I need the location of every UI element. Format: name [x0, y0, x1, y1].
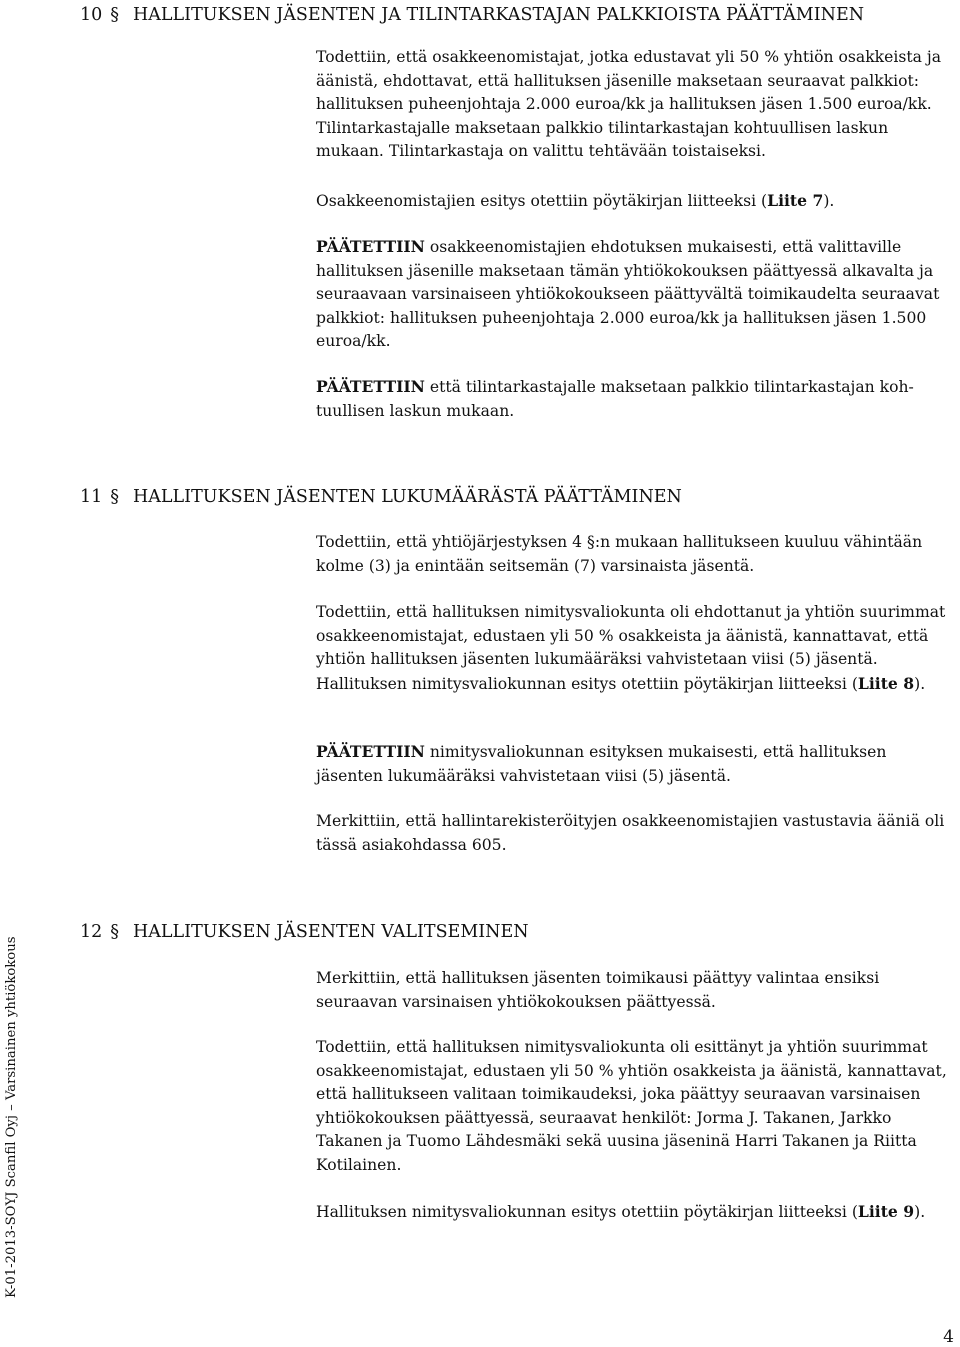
decision-keyword: PÄÄTETTIIN — [316, 237, 425, 256]
section-number: 10 — [80, 5, 103, 25]
document-side-label — [0, 930, 24, 1300]
section-title: HALLITUKSEN JÄSENTEN JA TILINTARKASTAJAN PALKKIOISTA PÄÄTTÄMINEN — [133, 5, 865, 25]
section-number: 11 — [80, 487, 103, 507]
paragraph-text: osakkeenomistajien ehdotuksen mukaisesti, että valittaville hallituksen jäsenille maksetaan tämän yhtiökokouksen päättyessä alkavalta ja seuraavaan varsinaiseen yhtiökokoukseen päättyvältä toimikaudelta seuraavat palkkiot: hallituksen puheenjohtaja 2.000 euroa/kk ja hallituksen jäsen 1.500 euroa/kk. — [316, 238, 940, 350]
paragraph-text-end: ). — [914, 1203, 926, 1221]
paragraph-text-end: ). — [823, 192, 835, 210]
document-code: K-01-2013-SOYJ Scanfil Oyj – Varsinainen yhtiökokous — [4, 936, 19, 1298]
decision-keyword: PÄÄTETTIIN — [316, 377, 425, 396]
section-sign: § — [110, 487, 120, 507]
section-10-paragraph-4 — [316, 375, 956, 423]
paragraph-text: Merkittiin, että hallituksen jäsenten toimikausi päättyy valintaa ensiksi seuraavan varsinaisen yhtiökokouksen päättyessä. — [316, 969, 880, 1011]
section-12-paragraph-1 — [316, 967, 956, 1014]
paragraph-text: Hallituksen nimitysvaliokunnan esitys otettiin pöytäkirjan liitteeksi ( — [316, 1203, 858, 1221]
paragraph-text: Osakkeenomistajien esitys otettiin pöytäkirjan liitteeksi ( — [316, 192, 768, 210]
paragraph-text: että tilintarkastajalle maksetaan palkkio tilintarkastajan koh-tuullisen laskun mukaan. — [316, 378, 914, 420]
paragraph-text-end: ). — [914, 674, 926, 693]
section-title: HALLITUKSEN JÄSENTEN VALITSEMINEN — [133, 922, 529, 942]
section-sign: § — [110, 922, 120, 942]
attachment-reference: Liite 7 — [767, 191, 824, 210]
decision-keyword: PÄÄTETTIIN — [316, 742, 425, 761]
section-10-heading — [80, 4, 864, 26]
section-11-paragraph-1 — [316, 531, 956, 578]
section-12-heading — [80, 921, 529, 943]
attachment-reference: Liite 9 — [857, 1202, 915, 1221]
section-11-paragraph-3 — [316, 740, 956, 788]
paragraph-text: Todettiin, että hallituksen nimitysvaliokunta oli esittänyt ja yhtiön suurimmat osakkeenomistajat, edustaen yli 50 % yhtiön osakkeista ja äänistä, kannattavat, että hallitukseen valitaan toimikaudeksi, joka päättyy seuraavan varsinaisen yhtiökokouksen päättyessä, seuraavat henkilöt: Jorma J. Takanen, Jarkko Takanen ja Tuomo Lähdesmäki sekä uusina jäseninä Harri Takanen ja Riitta Kotilainen. — [316, 1038, 947, 1174]
section-10-paragraph-1 — [316, 46, 956, 164]
section-11-paragraph-4 — [316, 810, 956, 857]
section-10-paragraph-2 — [316, 189, 956, 214]
paragraph-text: Todettiin, että hallituksen nimitysvaliokunta oli ehdottanut ja yhtiön suurimmat osakkeenomistajat, edustaen yli 50 % osakkeista ja äänistä, kannattavat, että yhtiön hallituksen jäsenten lukumääräksi vahvistetaan viisi (5) jäsentä. Hallituksen nimitysvaliokunnan esitys otettiin pöytäkirjan liitteeksi ( — [316, 603, 946, 693]
section-12-paragraph-3 — [316, 1200, 956, 1225]
paragraph-text: Merkittiin, että hallintarekisteröityjen osakkeenomistajien vastustavia ääniä oli tässä asiakohdassa 605. — [316, 812, 945, 854]
section-number: 12 — [80, 922, 103, 942]
section-11-paragraph-2 — [316, 601, 956, 696]
paragraph-text: Todettiin, että osakkeenomistajat, jotka edustavat yli 50 % yhtiön osakkeista ja äänistä, ehdottavat, että hallituksen jäsenille maksetaan seuraavat palkkiot: hallituksen puheenjohtaja 2.000 euroa/kk ja hallituksen jäsen 1.500 euroa/kk. Tilintarkastajalle maksetaan palkkio tilintarkastajan kohtuullisen laskun mukaan. Tilintarkastaja on valittu tehtävään toistaiseksi. — [316, 48, 941, 160]
paragraph-text: nimitysvaliokunnan esityksen mukaisesti, että hallituksen jäsenten lukumääräksi vahvistetaan viisi (5) jäsentä. — [316, 743, 887, 785]
page-number: 4 — [943, 1327, 954, 1347]
paragraph-text: Todettiin, että yhtiöjärjestyksen 4 §:n mukaan hallitukseen kuuluu vähintään kolme (3) ja enintään seitsemän (7) varsinaista jäsentä. — [316, 533, 923, 575]
section-10-paragraph-3 — [316, 235, 956, 354]
section-12-paragraph-2 — [316, 1036, 956, 1177]
attachment-reference: Liite 8 — [857, 673, 915, 693]
section-title: HALLITUKSEN JÄSENTEN LUKUMÄÄRÄSTÄ PÄÄTTÄMINEN — [133, 487, 682, 507]
section-sign: § — [110, 5, 120, 25]
section-11-heading — [80, 486, 682, 508]
